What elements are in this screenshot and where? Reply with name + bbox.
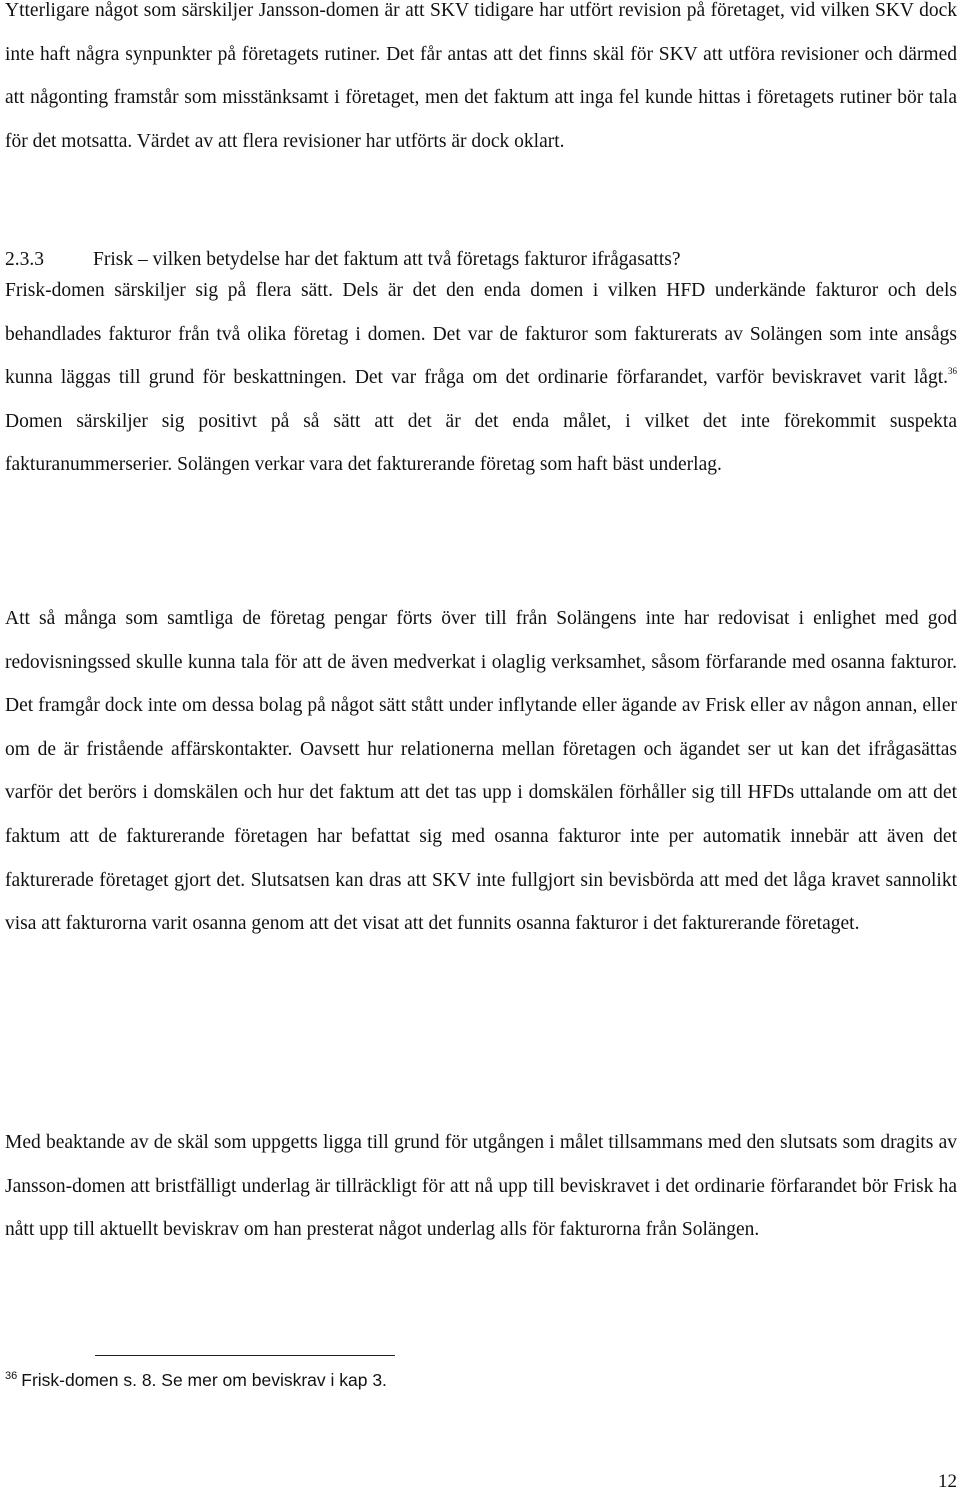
- paragraph-solangen-analysis: Att så många som samtliga de företag pengar förts över till från Solängens inte har redovisat i enlighet med god redovisningssed skulle kunna tala för att de även medverkat i olaglig verksamhet, såsom förfarande med osanna fakturor. Det framgår dock inte om dessa bolag på något sätt stått under inflytande eller ägande av Frisk eller av någon annan, eller om de är fristående affärskontakter. Oavsett hur relationerna mellan företagen och ägandet ser ut kan det ifrågasättas varför det berörs i domskälen och hur det faktum att det tas upp i domskälen förhåller sig till HFDs uttalande om att det faktum att de fakturerande företagen har befattat sig med osanna fakturor inte per automatik innebär att även det fakturerade företaget gjort det. Slutsatsen kan dras att SKV inte fullgjort sin bevisbörda att med det låga kravet sannolikt visa att fakturorna varit osanna genom att det visat att det funnits osanna fakturor i det fakturerande företaget.: [5, 608, 957, 935]
- section-title: Frisk – vilken betydelse har det faktum att två företags fakturor ifrågasatts?: [93, 249, 681, 270]
- page-number: 12: [938, 1471, 957, 1492]
- footnote-text: Frisk-domen s. 8. Se mer om beviskrav i kap 3.: [21, 1370, 387, 1390]
- paragraph-frisk-domen: [5, 269, 957, 487]
- footnote-reference[interactable]: 36: [948, 366, 957, 377]
- paragraph-conclusion: Med beaktande av de skäl som uppgetts ligga till grund för utgången i målet tillsammans med den slutsats som dragits av Jansson-domen att bristfälligt underlag är tillräckligt för att nå upp till beviskravet i det ordinarie förfarandet bör Frisk ha nått upp till aktuellt beviskrav om han presterat något underlag alls för fakturorna från Solängen.: [5, 1132, 957, 1241]
- footnote-separator: [95, 1355, 395, 1356]
- paragraph-frisk-text-2: Domen särskiljer sig positivt på så sätt att det är det enda målet, i vilket det inte förekommit suspekta fakturanummerserier. Solängen verkar vara det fakturerande företag som haft bäst underlag.: [5, 410, 957, 476]
- paragraph-frisk-text-1: Frisk-domen särskiljer sig på flera sätt. Dels är det den enda domen i vilken HFD underkände fakturor och dels behandlades fakturor från två olika företag i domen. Det var de fakturor som fakturerats av Solängen som inte ansågs kunna läggas till grund för beskattningen. Det var fråga om det ordinarie förfarandet, varför beviskravet varit lågt.: [5, 280, 957, 389]
- footnote-number: 36: [5, 1370, 18, 1382]
- footnote: [5, 1364, 387, 1392]
- section-number: 2.3.3: [5, 249, 44, 270]
- paragraph-jansson-revision: Ytterligare något som särskiljer Jansson-domen är att SKV tidigare har utfört revision på företaget, vid vilken SKV dock inte haft några synpunkter på företagets rutiner. Det får antas att det finns skäl för SKV att utföra revisioner och därmed att någonting framstår som misstänksamt i företaget, men det faktum att inga fel kunde hittas i företagets rutiner bör tala för det motsatta. Värdet av att flera revisioner har utförts är dock oklart.: [5, 0, 957, 152]
